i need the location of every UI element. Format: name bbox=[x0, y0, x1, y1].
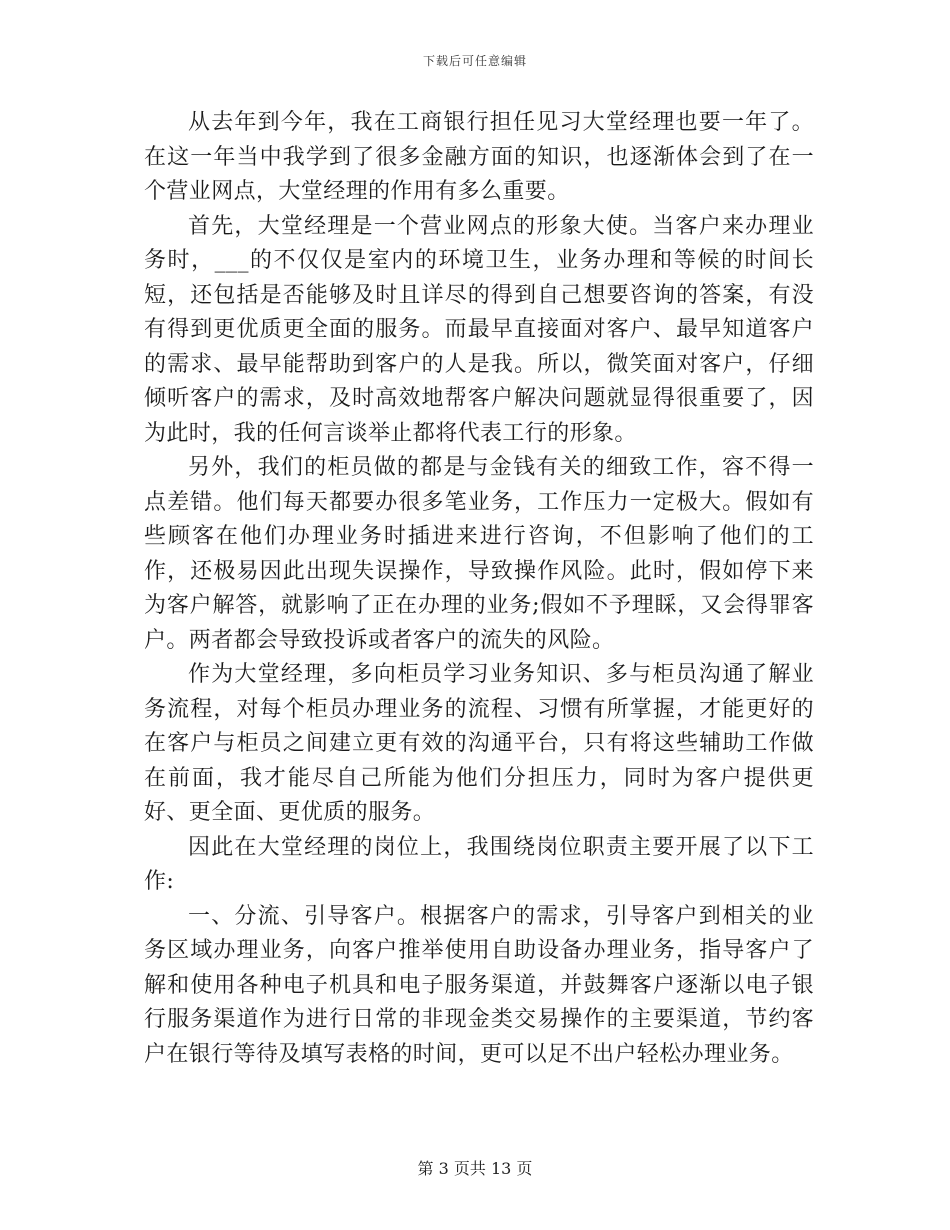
paragraph-work-intro: 因此在大堂经理的岗位上，我围绕岗位职责主要开展了以下工作: bbox=[144, 834, 814, 894]
document-body bbox=[144, 106, 814, 1072]
paragraph-communication: 作为大堂经理，多向柜员学习业务知识、多与柜员沟通了解业务流程，对每个柜员办理业务的流程、习惯有所掌握，才能更好的在客户与柜员之间建立更有效的沟通平台，只有将这些辅助工作做在前面，我才能尽自己所能为他们分担压力，同时为客户提供更好、更全面、更优质的服务。 bbox=[144, 662, 814, 825]
paragraph-image-ambassador: 首先，大堂经理是一个营业网点的形象大使。当客户来办理业务时，___的不仅仅是室内的环境卫生，业务办理和等候的时间长短，还包括是否能够及时且详尽的得到自己想要咨询的答案，有没有得到更优质更全面的服务。而最早直接面对客户、最早知道客户的需求、最早能帮助到客户的人是我。所以，微笑面对客户，仔细倾听客户的需求，及时高效地帮客户解决问题就显得很重要了，因为此时，我的任何言谈举止都将代表工行的形象。 bbox=[144, 213, 814, 446]
paragraph-intro: 从去年到今年，我在工商银行担任见习大堂经理也要一年了。在这一年当中我学到了很多金融方面的知识，也逐渐体会到了在一个营业网点，大堂经理的作用有多么重要。 bbox=[144, 110, 814, 204]
paragraph-guide-customers: 一、分流、引导客户。根据客户的需求，引导客户到相关的业务区域办理业务，向客户推举使用自助设备办理业务，指导客户了解和使用各种电子机具和电子服务渠道，并鼓舞客户逐渐以电子银行服务渠道作为进行日常的非现金类交易操作的主要渠道，节约客户在银行等待及填写表格的时间，更可以足不出户轻松办理业务。 bbox=[144, 903, 814, 1067]
page-header: 下载后可任意编辑 bbox=[422, 54, 527, 68]
paragraph-teller-pressure: 另外，我们的柜员做的都是与金钱有关的细致工作，容不得一点差错。他们每天都要办很多笔业务，工作压力一定极大。假如有些顾客在他们办理业务时插进来进行咨询，不但影响了他们的工作，还极易因此出现失误操作，导致操作风险。此时，假如停下来为客户解答，就影响了正在办理的业务;假如不予理睬，又会得罪客户。两者都会导致投诉或者客户的流失的风险。 bbox=[144, 455, 814, 653]
page-number: 第 3 页共 13 页 bbox=[417, 1159, 533, 1178]
